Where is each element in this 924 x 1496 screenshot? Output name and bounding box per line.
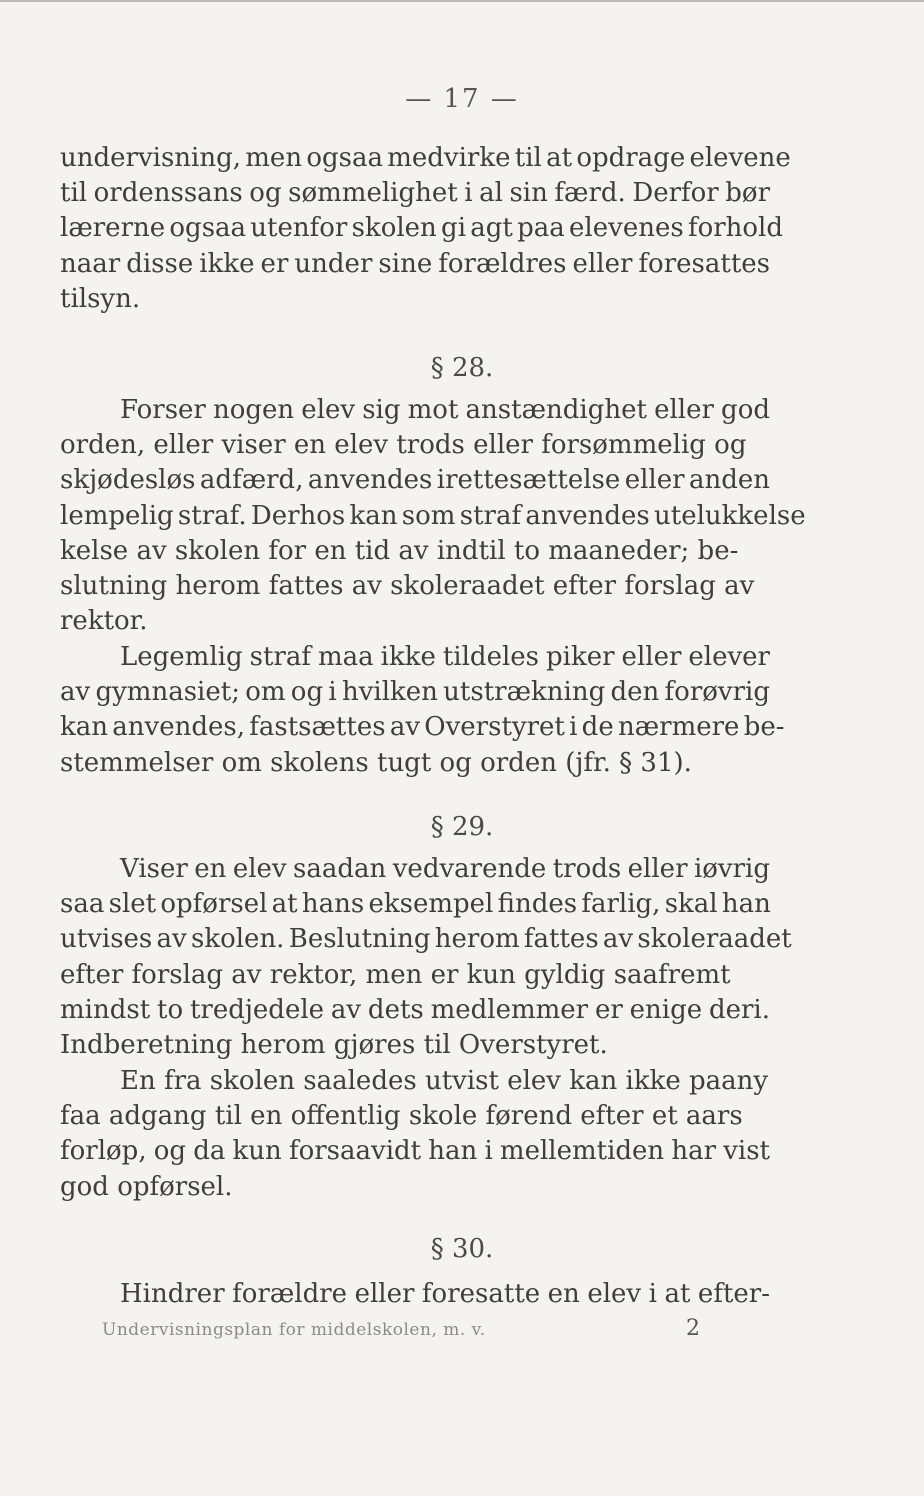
text-line: forløp, og da kun forsaavidt han i mellemtiden har vist bbox=[60, 1136, 770, 1167]
text-line: skjødesløs adfærd, anvendes irettesættelse eller anden bbox=[60, 465, 770, 496]
text-line: lempelig straf. Derhos kan som straf anvendes utelukkelse bbox=[60, 500, 806, 531]
text-line: orden, eller viser en elev trods eller forsømmelig og bbox=[60, 430, 747, 461]
section-heading-29: § 29. bbox=[430, 812, 494, 842]
text-line: rektor. bbox=[60, 606, 148, 637]
footer-title: Undervisningsplan for middelskolen, m. v. bbox=[102, 1320, 486, 1340]
text-line: til ordenssans og sømmelighet i al sin færd. Derfor bør bbox=[60, 178, 770, 209]
text-line: tilsyn. bbox=[60, 283, 141, 314]
text-line: god opførsel. bbox=[60, 1171, 233, 1202]
text-line: kan anvendes, fastsættes av Overstyret i de nærmere be- bbox=[60, 712, 785, 743]
paragraph-3 bbox=[60, 640, 785, 781]
paragraph-5 bbox=[60, 1064, 770, 1205]
paragraph-6 bbox=[60, 1277, 770, 1312]
text-line: kelse av skolen for en tid av indtil to maaneder; be- bbox=[60, 535, 739, 566]
paragraph-1 bbox=[60, 141, 791, 317]
top-edge-rule bbox=[0, 0, 924, 2]
text-line: undervisning, men ogsaa medvirke til at opdrage elevene bbox=[60, 143, 791, 173]
text-line: av gymnasiet; om og i hvilken utstrækning den forøvrig bbox=[60, 677, 770, 708]
text-line: En fra skolen saaledes utvist elev kan ikke paany bbox=[120, 1066, 769, 1096]
text-line: efter forslag av rektor, men er kun gyldig saafremt bbox=[60, 959, 731, 990]
footer-signature: 2 bbox=[686, 1316, 700, 1341]
text-line: saa slet opførsel at hans eksempel findes farlig, skal han bbox=[60, 889, 771, 920]
text-line: lærerne ogsaa utenfor skolen gi agt paa elevenes forhold bbox=[60, 213, 784, 244]
text-line: Legemlig straf maa ikke tildeles piker eller elever bbox=[120, 642, 770, 672]
text-line: naar disse ikke er under sine forældres eller foresattes bbox=[60, 248, 770, 279]
paragraph-4 bbox=[60, 852, 792, 1063]
page-number: — 17 — bbox=[405, 84, 519, 114]
text-line: mindst to tredjedele av dets medlemmer er enige deri. bbox=[60, 994, 770, 1025]
text-line: Viser en elev saadan vedvarende trods eller iøvrig bbox=[120, 854, 770, 884]
section-heading-30: § 30. bbox=[430, 1234, 494, 1264]
text-line: slutning herom fattes av skoleraadet efter forslag av bbox=[60, 571, 755, 602]
text-line: Indberetning herom gjøres til Overstyret. bbox=[60, 1030, 608, 1061]
text-line: Hindrer forældre eller foresatte en elev i at efter- bbox=[120, 1279, 770, 1309]
text-line: stemmelser om skolens tugt og orden (jfr. § 31). bbox=[60, 747, 692, 778]
paragraph-2 bbox=[60, 393, 806, 639]
text-line: Forser nogen elev sig mot anstændighet eller god bbox=[120, 395, 770, 425]
text-line: faa adgang til en offentlig skole førend efter et aars bbox=[60, 1101, 743, 1132]
text-line: utvises av skolen. Beslutning herom fattes av skoleraadet bbox=[60, 924, 792, 955]
section-heading-28: § 28. bbox=[430, 353, 494, 383]
